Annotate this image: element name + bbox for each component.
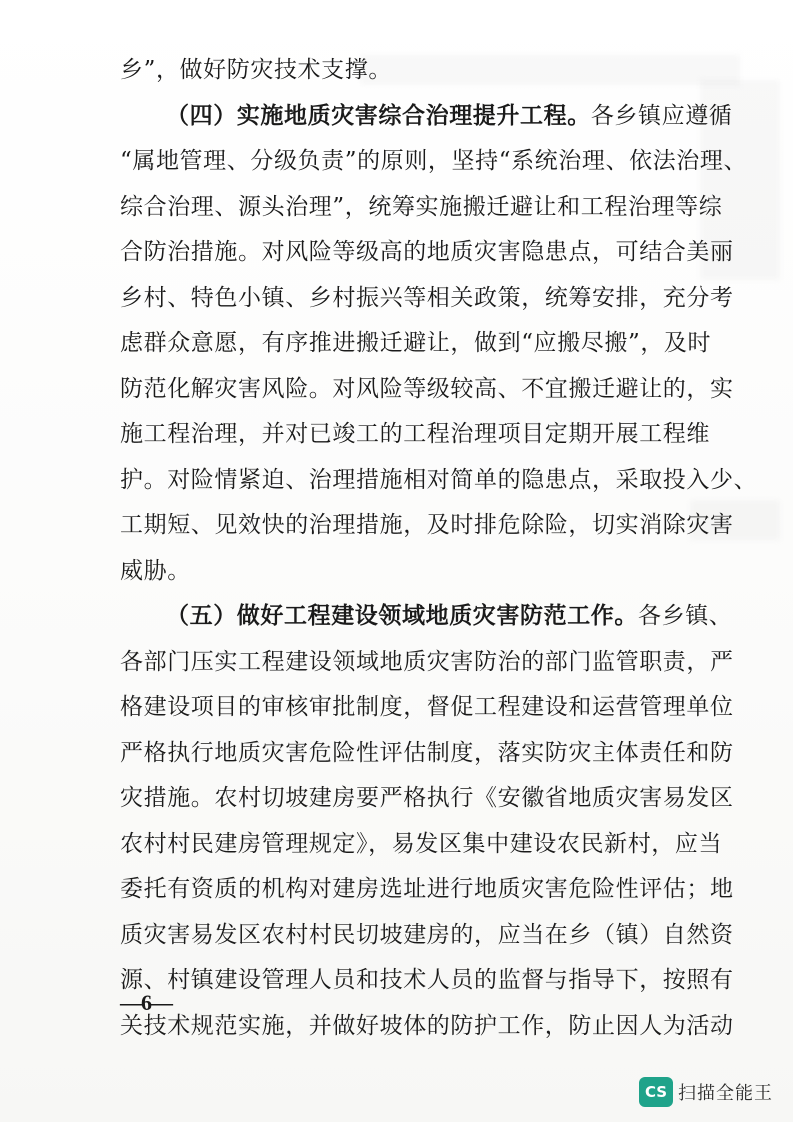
section-heading-5: （五）做好工程建设领域地质灾害防范工作。	[166, 603, 638, 629]
section-heading-line	[120, 594, 733, 640]
page-number: —6—	[120, 990, 172, 1015]
text-line: 综合治理、源头治理”，统筹实施搬迁避让和工程治理等综	[120, 193, 723, 220]
camscanner-logo-icon: CS	[639, 1077, 673, 1107]
text-line: 严格执行地质灾害危险性评估制度，落实防灾主体责任和防	[120, 739, 734, 766]
text-line: 乡村、特色小镇、乡村振兴等相关政策，统筹安排，充分考	[120, 284, 734, 311]
text-line: 施工程治理，并对已竣工的工程治理项目定期开展工程维	[120, 421, 710, 447]
text-line: 威胁。	[120, 557, 191, 584]
text-line: 农村村民建房管理规定》，易发区集中建设农民新村，应当	[120, 830, 723, 857]
text-run: 各乡镇应遵循	[590, 102, 733, 129]
text-line: 质灾害易发区农村村民切坡建房的，应当在乡（镇）自然资	[120, 921, 734, 948]
body-text	[120, 48, 758, 1039]
text-line: 委托有资质的机构对建房选址进行地质灾害危险性评估；地	[120, 876, 734, 902]
text-line: 防范化解灾害风险。对风险等级较高、不宜搬迁避让的，实	[120, 375, 734, 402]
text-line: 灾措施。农村切坡建房要严格执行《安徽省地质灾害易发区	[120, 785, 734, 811]
text-run: 各乡镇、	[638, 603, 733, 629]
text-line: 乡”，做好防灾技术支撑。	[120, 57, 392, 83]
text-line: 工期短、见效快的治理措施，及时排危除险，切实消除灾害	[120, 512, 734, 538]
text-line: “属地管理、分级负责”的原则，坚持“系统治理、依法治理、	[120, 148, 748, 174]
text-line: 各部门压实工程建设领域地质灾害防治的部门监管职责，严	[120, 648, 734, 675]
section-heading-4: （四）实施地质灾害综合治理提升工程。	[166, 102, 591, 129]
text-line: 关技术规范实施，并做好坡体的防护工作，防止因人为活动	[120, 1012, 734, 1039]
text-line: 格建设项目的审核审批制度，督促工程建设和运营管理单位	[120, 694, 734, 720]
section-heading-line	[120, 94, 733, 140]
text-line: 虑群众意愿，有序推进搬迁避让，做到“应搬尽搬”，及时	[120, 330, 712, 356]
text-line: 合防治措施。对风险等级高的地质灾害隐患点，可结合美丽	[120, 239, 734, 265]
text-line: 护。对险情紧迫、治理措施相对简单的隐患点，采取投入少、	[120, 466, 758, 493]
text-line: 源、村镇建设管理人员和技术人员的监督与指导下，按照有	[120, 967, 734, 993]
scanner-watermark	[639, 1076, 773, 1108]
watermark-label: 扫描全能王	[678, 1083, 773, 1104]
